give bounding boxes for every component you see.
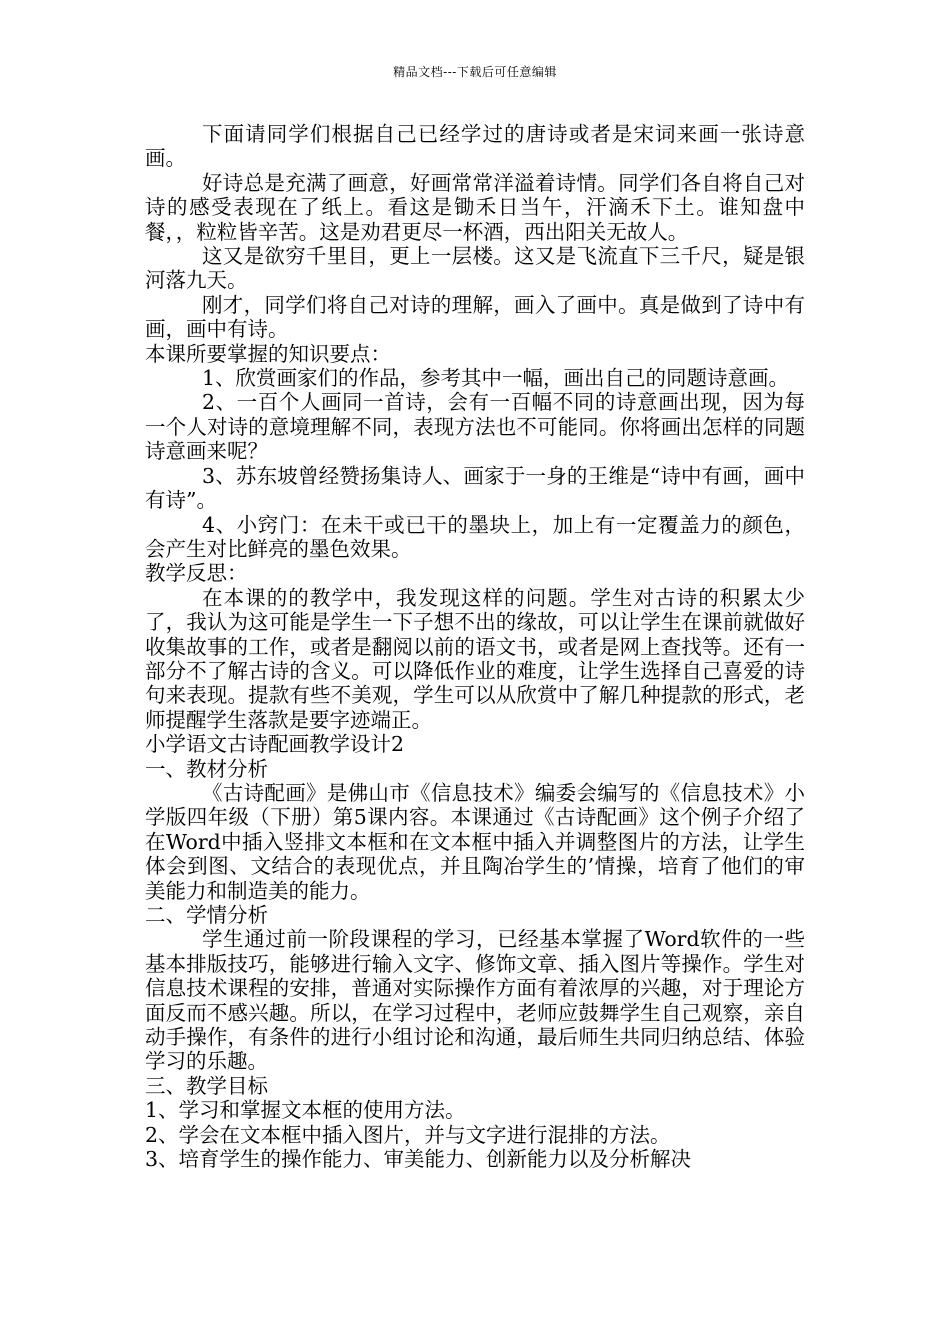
paragraph: 学生通过前一阶段课程的学习，已经基本掌握了Word软件的一些基本排版技巧，能够进行输入文字、修饰文章、插入图片等操作。学生对信息技术课程的安排，普通对实际操作方面有着浓厚的兴趣，对于理论方面反而不感兴趣。所以，在学习过程中，老师应鼓舞学生自己观察，亲自动手操作，有条件的进行小组讨论和沟通，最后师生共同归纳总结、体验学习的乐趣。 [145, 927, 805, 1074]
list-item: 3、培育学生的操作能力、审美能力、创新能力以及分析解决 [145, 1147, 692, 1172]
list-item: 2、一百个人画同一首诗，会有一百幅不同的诗意画出现，因为每一个人对诗的意境理解不同，表现方法也不可能同。你将画出怎样的同题诗意画来呢？ [145, 390, 805, 464]
paragraph: 《古诗配画》是佛山市《信息技术》编委会编写的《信息技术》小学版四年级（下册）第5课内容。本课通过《古诗配画》这个例子介绍了在Word中插入竖排文本框和在文本框中插入并调整图片的方法，让学生体会到图、文结合的表现优点，并且陶冶学生的’情操，培育了他们的审美能力和制造美的能力。 [145, 780, 805, 903]
page-header: 精品文档---下载后可任意编辑 [393, 65, 557, 79]
list-item: 1、欣赏画家们的作品，参考其中一幅，画出自己的同题诗意画。 [202, 366, 790, 391]
section-heading: 二、学情分析 [145, 903, 268, 927]
section-label: 教学反思： [145, 561, 248, 586]
section-title: 小学语文古诗配画教学设计2 [145, 732, 405, 757]
paragraph: 在本课的的教学中，我发现这样的问题。学生对古诗的积累太少了，我认为这可能是学生一下子想不出的缘故，可以让学生在课前就做好收集故事的工作，或者是翻阅以前的语文书，或者是网上查找等。还有一部分不了解古诗的含义。可以降低作业的难度，让学生选择自己喜爱的诗句来表现。提款有些不美观，学生可以从欣赏中了解几种提款的形式，老师提醒学生落款是要字迹端正。 [145, 585, 805, 732]
section-heading: 一、教材分析 [145, 756, 268, 781]
paragraph: 刚才，同学们将自己对诗的理解，画入了画中。真是做到了诗中有画，画中有诗。 [145, 292, 805, 342]
paragraph: 这又是欲穷千里目，更上一层楼。这又是飞流直下三千尺，疑是银河落九天。 [145, 244, 805, 293]
list-item: 1、学习和掌握文本框的使用方法。 [145, 1098, 466, 1123]
list-item: 4、小窍门：在未干或已干的墨块上，加上有一定覆盖力的颜色，会产生对比鲜亮的墨色效果。 [145, 512, 805, 561]
list-item: 3、苏东坡曾经赞扬集诗人、画家于一身的王维是“诗中有画，画中有诗”。 [145, 463, 805, 513]
section-label: 本课所要掌握的知识要点： [145, 341, 391, 366]
section-heading: 三、教学目标 [145, 1073, 268, 1098]
paragraph: 好诗总是充满了画意，好画常常洋溢着诗情。同学们各自将自己对诗的感受表现在了纸上。看这是锄禾日当午，汗滴禾下土。谁知盘中餐，，粒粒皆辛苦。这是劝君更尽一杯酒，西出阳关无故人。 [145, 170, 805, 244]
list-item: 2、学会在文本框中插入图片，并与文字进行混排的方法。 [145, 1122, 671, 1147]
document-body [145, 122, 805, 1171]
paragraph: 下面请同学们根据自己已经学过的唐诗或者是宋词来画一张诗意画。 [145, 122, 805, 171]
